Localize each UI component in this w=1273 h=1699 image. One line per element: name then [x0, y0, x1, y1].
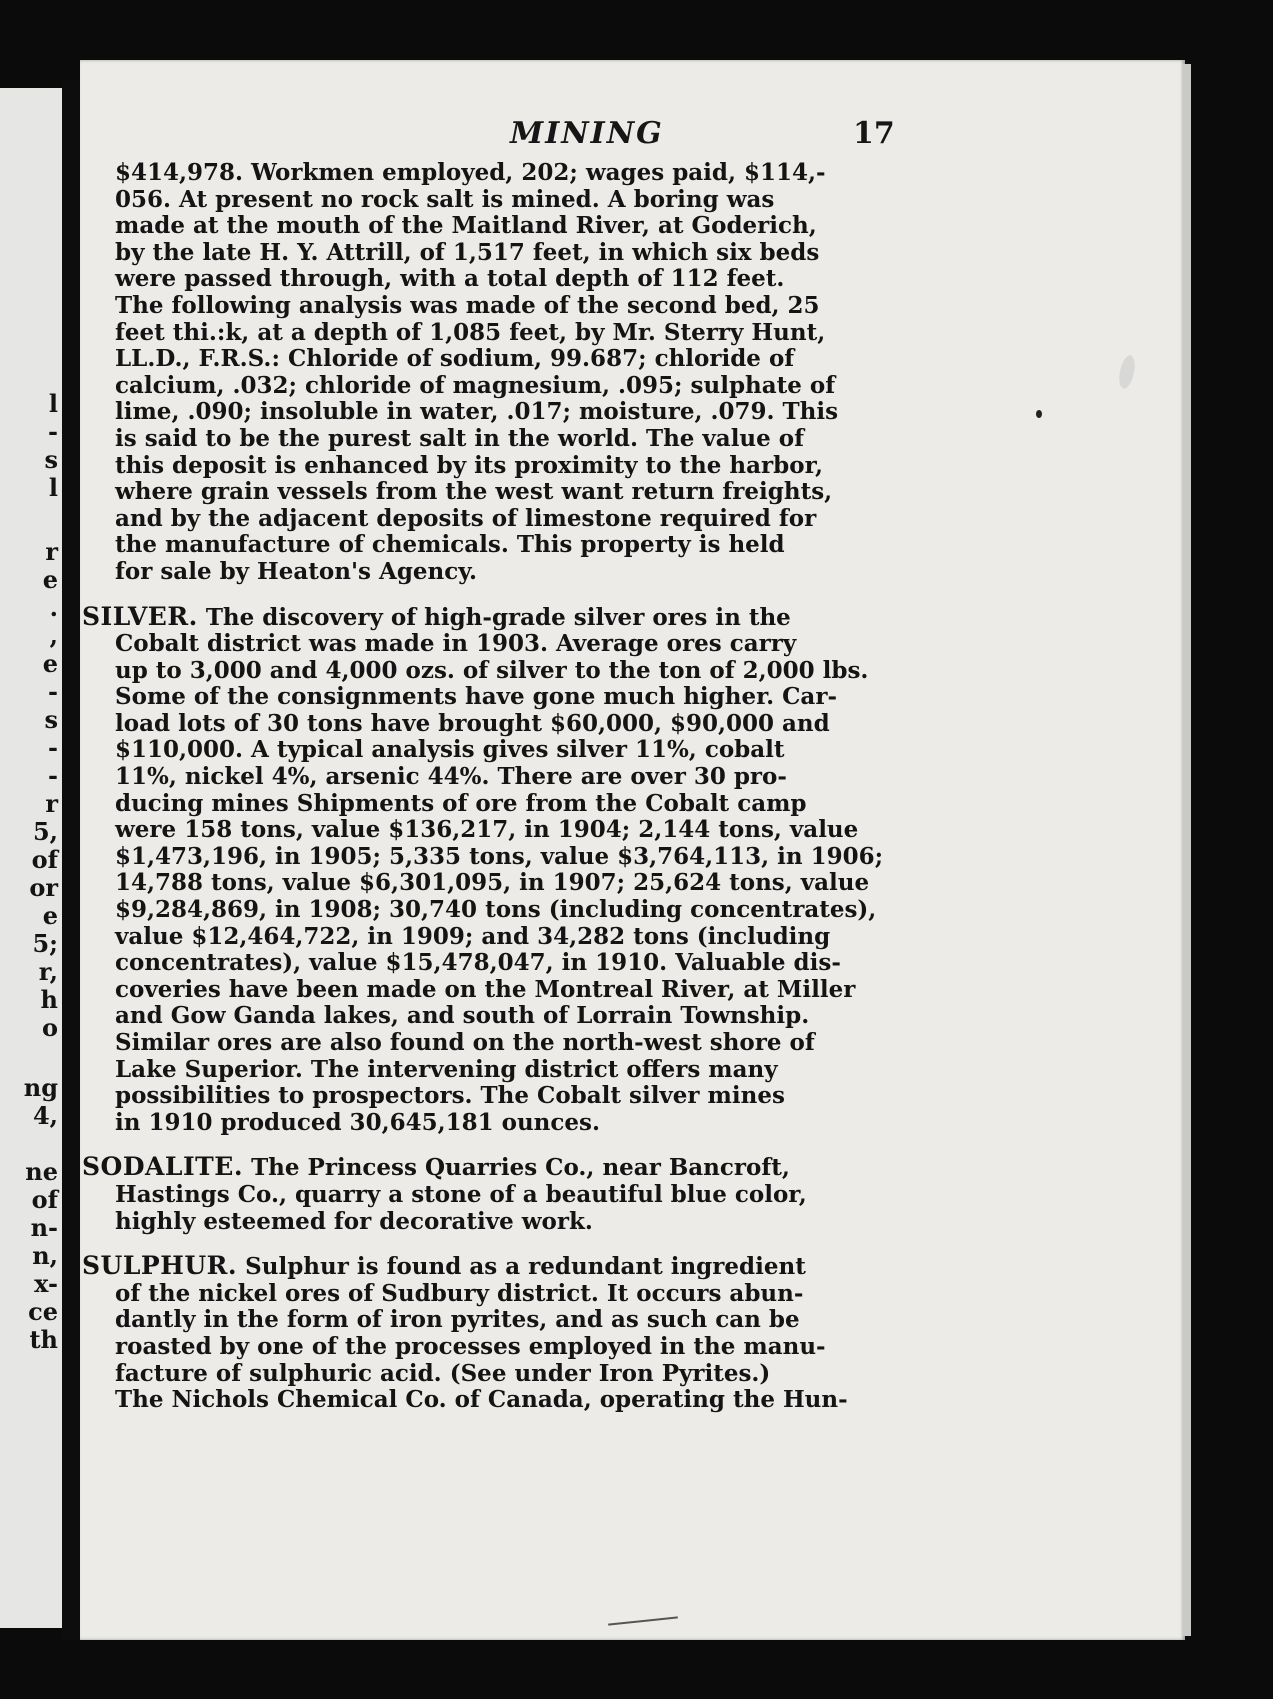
text-line: 11%, nickel 4%, arsenic 44%. There are over 30 pro- [115, 763, 787, 791]
left-fragment: s [44, 705, 58, 734]
left-fragment: 5; [32, 929, 58, 958]
entry-sulphur [35, 1253, 1015, 1414]
text-line: possibilities to prospectors. The Cobalt silver mines [115, 1082, 785, 1110]
entry-heading: SULPHUR. [82, 1251, 238, 1281]
text-line: $9,284,869, in 1908; 30,740 tons (including concentrates), [115, 896, 877, 924]
text-line: lime, .090; insoluble in water, .017; moisture, .079. This [115, 398, 839, 426]
text-line: The Nichols Chemical Co. of Canada, operating the Hun- [115, 1386, 848, 1414]
text-line: highly esteemed for decorative work. [115, 1207, 593, 1235]
left-fragment: of [31, 1185, 58, 1214]
ink-spot [1036, 410, 1042, 418]
text-line: facture of sulphuric acid. (See under Iron Pyrites.) [115, 1359, 771, 1387]
entry-heading: SILVER. [82, 601, 198, 631]
text-line: concentrates), value $15,478,047, in 1910. Valuable dis- [115, 949, 841, 977]
text-line: value $12,464,722, in 1909; and 34,282 tons (including [115, 922, 831, 950]
text-line: Some of the consignments have gone much higher. Car- [115, 683, 837, 711]
left-fragment: e [42, 649, 58, 678]
left-fragment: r [45, 789, 58, 818]
entry-sodalite [35, 1154, 1015, 1235]
text-line: this deposit is enhanced by its proximity to the harbor, [115, 451, 824, 479]
text-line: the manufacture of chemicals. This property is held [115, 531, 785, 559]
text-line: made at the mouth of the Maitland River, at Goderich, [115, 212, 817, 240]
left-fragment: l [48, 389, 58, 418]
text-line: where grain vessels from the west want return freights, [115, 478, 833, 506]
text-line: coveries have been made on the Montreal River, at Miller [115, 975, 856, 1003]
text-line: is said to be the purest salt in the world. The value of [115, 424, 805, 452]
text-line: in 1910 produced 30,645,181 ounces. [115, 1108, 600, 1136]
text-line: load lots of 30 tons have brought $60,000, $90,000 and [115, 709, 830, 737]
left-fragment: n- [30, 1213, 58, 1242]
text-line: ducing mines Shipments of ore from the Cobalt camp [115, 789, 807, 817]
intro-paragraph [115, 160, 1015, 586]
text-line: Cobalt district was made in 1903. Average ores carry [115, 630, 797, 658]
text-line: and Gow Ganda lakes, and south of Lorrain Township. [115, 1002, 810, 1030]
body-text [82, 159, 1015, 1414]
page-number: 17 [853, 116, 895, 151]
left-fragment: ne [25, 1157, 58, 1186]
left-fragment: x- [34, 1269, 58, 1298]
left-fragment: l [48, 473, 58, 502]
left-fragment: e [42, 901, 58, 930]
text-line: The discovery of high-grade silver ores in the [205, 603, 791, 631]
left-fragment: o [41, 1013, 58, 1042]
entry-heading: SODALITE. [82, 1152, 244, 1182]
left-fragment: r [45, 537, 58, 566]
text-line: up to 3,000 and 4,000 ozs. of silver to the ton of 2,000 lbs. [115, 656, 869, 684]
left-fragment: n, [32, 1241, 58, 1270]
left-fragment: - [48, 733, 58, 762]
text-line: for sale by Heaton's Agency. [115, 557, 478, 585]
left-fragment: ng [23, 1073, 58, 1102]
text-line: $110,000. A typical analysis gives silver 11%, cobalt [115, 736, 785, 764]
text-line: 056. At present no rock salt is mined. A boring was [115, 185, 775, 213]
text-line: roasted by one of the processes employed in the manu- [115, 1332, 826, 1360]
text-line: Similar ores are also found on the north-west shore of [115, 1029, 815, 1056]
left-fragment: , [49, 621, 58, 650]
text-line: The following analysis was made of the second bed, 25 [115, 291, 820, 319]
left-fragment: e [42, 565, 58, 594]
text-line: 14,788 tons, value $6,301,095, in 1907; 25,624 tons, value [115, 869, 870, 897]
entry-silver [32, 601, 1015, 1137]
left-fragment: th [29, 1325, 58, 1354]
text-line: were 158 tons, value $136,217, in 1904; 2,144 tons, value [115, 816, 859, 844]
text-line: Lake Superior. The intervening district offers many [115, 1055, 778, 1083]
text-line: by the late H. Y. Attrill, of 1,517 feet, in which six beds [115, 238, 820, 266]
left-fragment: or [29, 873, 58, 902]
left-fragment: ce [28, 1297, 58, 1326]
text-line: dantly in the form of iron pyrites, and as such can be [115, 1306, 800, 1334]
left-fragment: of [31, 845, 58, 874]
text-line: of the nickel ores of Sudbury district. It occurs abun- [115, 1279, 804, 1307]
left-fragment: - [48, 677, 58, 706]
text-line: feet thi.:k, at a depth of 1,085 feet, by Mr. Sterry Hunt, [115, 318, 826, 346]
text-line: and by the adjacent deposits of limestone required for [115, 504, 817, 532]
left-fragment: h [40, 985, 58, 1014]
left-fragment: 4, [32, 1101, 58, 1130]
left-fragment: - [48, 417, 58, 446]
page-edge [1183, 64, 1191, 1636]
left-fragment: 5, [32, 817, 58, 846]
left-fragment: r, [38, 957, 58, 986]
left-fragment: s [44, 445, 58, 474]
left-fragment: - [48, 761, 58, 790]
text-line: calcium, .032; chloride of magnesium, .095; sulphate of [115, 371, 836, 399]
left-fragment: . [49, 593, 58, 622]
text-line: were passed through, with a total depth of 112 feet. [115, 265, 785, 293]
page-title: MINING [510, 116, 664, 151]
text-line: The Princess Quarries Co., near Bancroft, [251, 1154, 790, 1182]
text-line: $414,978. Workmen employed, 202; wages paid, $114,- [115, 159, 826, 186]
text-line: Hastings Co., quarry a stone of a beautiful blue color, [115, 1180, 807, 1208]
text-line: $1,473,196, in 1905; 5,335 tons, value $3,764,113, in 1906; [115, 842, 884, 870]
text-line: Sulphur is found as a redundant ingredient [245, 1253, 806, 1281]
text-line: LL.D., F.R.S.: Chloride of sodium, 99.687; chloride of [115, 345, 795, 373]
running-header [395, 116, 995, 152]
